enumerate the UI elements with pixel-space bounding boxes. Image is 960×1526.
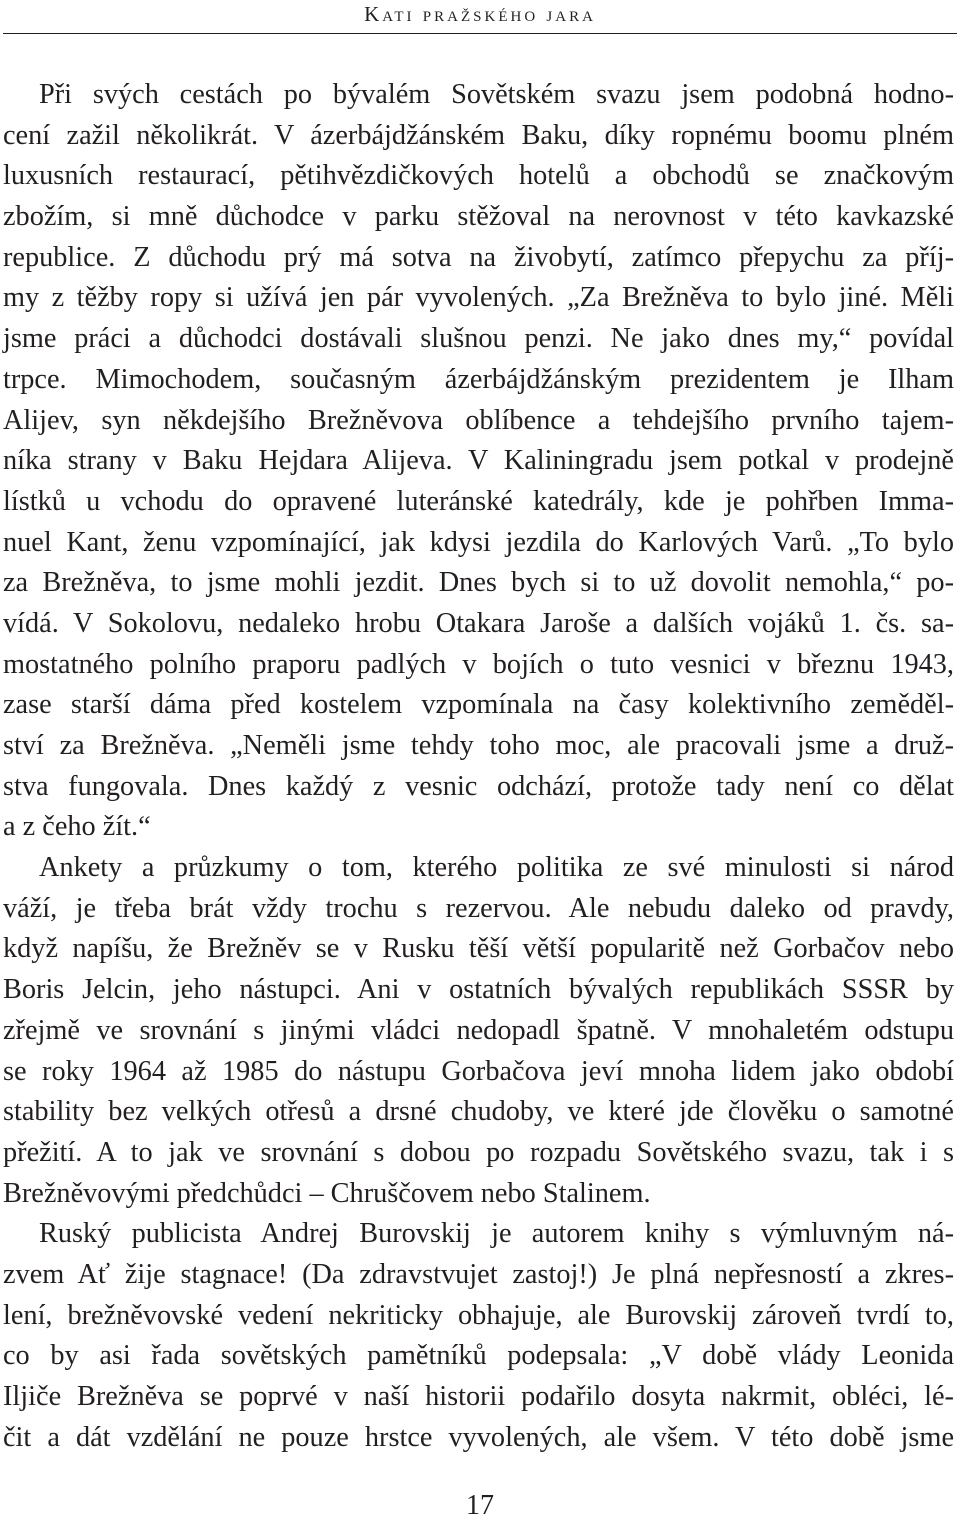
text-line: trpce. Mimochodem, současným ázerbájdžánským prezidentem je Ilham <box>3 363 954 395</box>
text-line: co by asi řada sovětských pamětníků podepsala: „V době vlády Leonida <box>3 1340 954 1372</box>
text-line: lístků u vchodu do opravené luteránské katedrály, kde je pohřben Imma- <box>3 485 954 517</box>
text-line: Boris Jelcin, jeho nástupci. Ani v ostatních bývalých republikách SSSR by <box>3 974 954 1006</box>
body-text <box>3 75 954 1458</box>
header-rule <box>3 33 957 34</box>
page-number: 17 <box>466 1490 494 1521</box>
running-head: Kati pražského jara <box>364 2 596 26</box>
text-line: když napíšu, že Brežněv se v Rusku těší větší popularitě než Gorbačov nebo <box>3 933 954 965</box>
text-line: Alijev, syn někdejšího Brežněvova oblíbence a tehdejšího prvního tajem- <box>3 404 954 436</box>
text-line: my z těžby ropy si užívá jen pár vyvolených. „Za Brežněva to bylo jiné. Měli <box>3 282 954 314</box>
text-line: republice. Z důchodu prý má sotva na živobytí, zatímco přepychu za příj- <box>3 241 954 273</box>
text-line: Iljiče Brežněva se poprvé v naší historii podařilo dosyta nakrmit, obléci, lé- <box>3 1381 954 1412</box>
text-line: Brežněvovými předchůdci – Chruščovem nebo Stalinem. <box>3 1177 651 1209</box>
text-line: čit a dát vzdělání ne pouze hrstce vyvolených, ale všem. V této době jsme <box>3 1421 954 1453</box>
text-line: Při svých cestách po bývalém Sovětském svazu jsem podobná hodno- <box>39 79 954 110</box>
text-line: za Brežněva, to jsme mohli jezdit. Dnes bych si to už dovolit nemohla,“ po- <box>3 567 954 599</box>
text-line: cení zažil několikrát. V ázerbájdžánském Baku, díky ropnému boomu plném <box>3 119 954 151</box>
text-line: níka strany v Baku Hejdara Alijeva. V Kaliningradu jsem potkal v prodejně <box>3 445 954 477</box>
text-line: jsme práci a důchodci dostávali slušnou penzi. Ne jako dnes my,“ povídal <box>3 323 954 355</box>
text-line: stability bez velkých otřesů a drsné chudoby, ve které jde člověku o samotné <box>3 1096 954 1128</box>
text-line: zbožím, si mně důchodce v parku stěžoval na nerovnost v této kavkazské <box>3 201 954 233</box>
text-line: Ruský publicista Andrej Burovskij je autorem knihy s výmluvným ná- <box>39 1218 954 1250</box>
text-line: stva fungovala. Dnes každý z vesnic odchází, protože tady není co dělat <box>3 770 954 802</box>
text-line: zase starší dáma před kostelem vzpomínala na časy kolektivního zeměděl- <box>3 689 954 721</box>
text-line: Ankety a průzkumy o tom, kterého politika ze své minulosti si národ <box>39 852 954 884</box>
text-line: přežití. A to jak ve srovnání s dobou po rozpadu Sovětského svazu, tak i s <box>3 1136 954 1168</box>
text-line: váží, je třeba brát vždy trochu s rezervou. Ale nebudu daleko od pravdy, <box>3 892 954 924</box>
text-line: lení, brežněvovské vedení nekriticky obhajuje, ale Burovskij zároveň tvrdí to, <box>3 1299 954 1331</box>
text-line: luxusních restaurací, pětihvězdičkových hotelů a obchodů se značkovým <box>3 160 954 192</box>
text-line: mostatného polního praporu padlých v bojích o tuto vesnici v březnu 1943, <box>3 648 954 680</box>
text-line: a z čeho žít.“ <box>3 811 151 843</box>
text-line: se roky 1964 až 1985 do nástupu Gorbačova jeví mnoha lidem jako období <box>3 1055 954 1087</box>
text-line: vídá. V Sokolovu, nedaleko hrobu Otakara Jaroše a dalších vojáků 1. čs. sa- <box>3 607 954 639</box>
text-line: ství za Brežněva. „Neměli jsme tehdy toho moc, ale pracovali jsme a druž- <box>3 730 954 761</box>
text-line: zvem Ať žije stagnace! (Da zdravstvujet zastoj!) Je plná nepřesností a zkres- <box>3 1258 954 1290</box>
text-line: nuel Kant, ženu vzpomínající, jak kdysi jezdila do Karlových Varů. „To bylo <box>3 526 954 558</box>
text-line: zřejmě ve srovnání s jinými vládci nedopadl špatně. V mnohaletém odstupu <box>3 1014 954 1046</box>
